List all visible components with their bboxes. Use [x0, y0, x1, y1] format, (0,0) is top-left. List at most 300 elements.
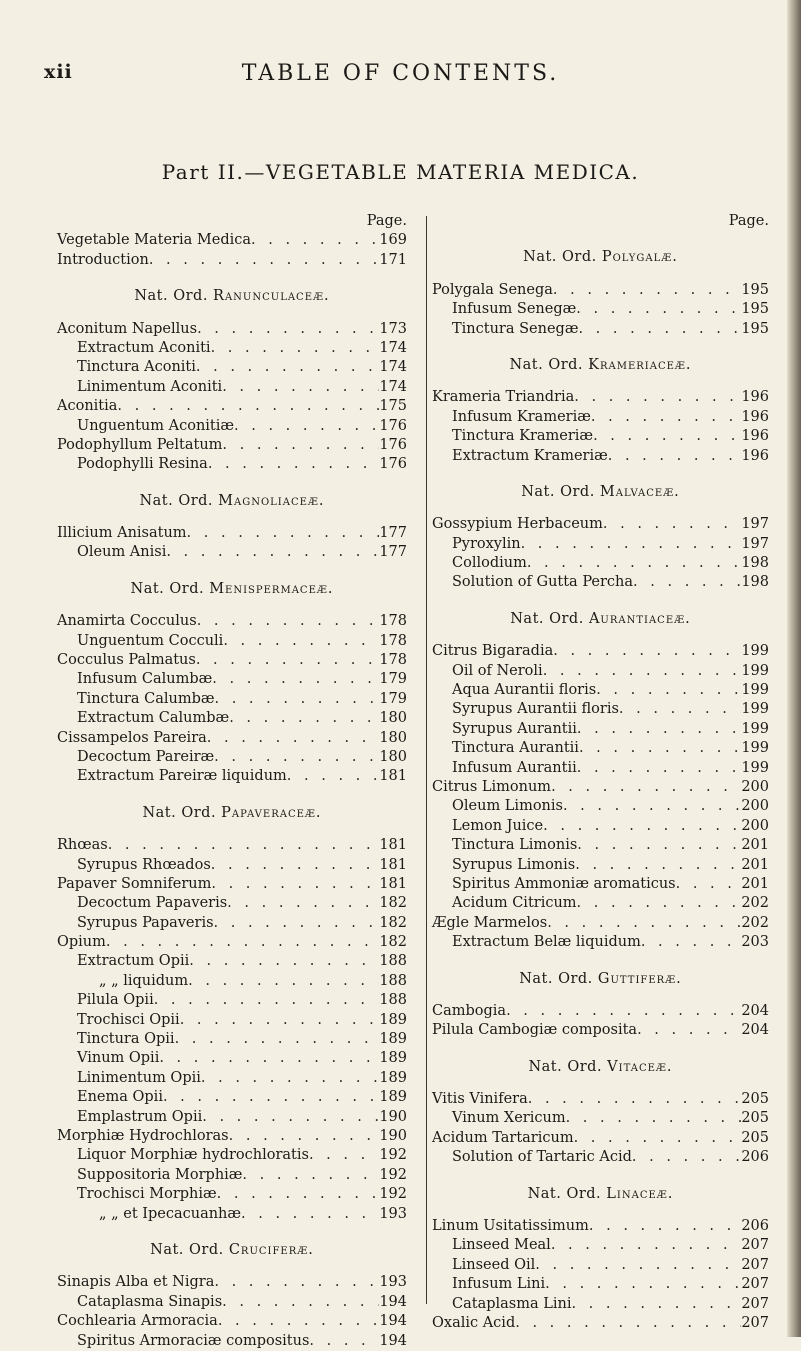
entry-page-number: 202 [741, 895, 769, 912]
dot-leader [227, 894, 379, 913]
entry-label: Infusum Aurantii [452, 759, 577, 776]
dot-leader [211, 875, 379, 894]
toc-entry [57, 1108, 407, 1127]
entry-label: Solution of Tartaric Acid [452, 1149, 632, 1166]
toc-entry [57, 320, 407, 339]
dot-leader [633, 573, 741, 592]
toc-entry [57, 1166, 407, 1185]
entry-page-number: 192 [379, 1147, 407, 1164]
toc-entry [57, 339, 407, 358]
section-heading [57, 804, 407, 823]
left-column [57, 212, 407, 1351]
toc-entry [57, 543, 407, 562]
page-edge [787, 0, 801, 1337]
entry-label: Enema Opii [77, 1089, 163, 1106]
dot-leader [166, 543, 379, 562]
dot-leader [251, 231, 379, 250]
section-prefix: Nat. Ord. [139, 492, 214, 509]
dot-leader [608, 447, 741, 466]
toc-entry [432, 515, 769, 534]
entry-label: Polygala Senega [432, 281, 553, 298]
entry-page-number: 182 [379, 934, 407, 951]
entry-label: Liquor Morphiæ hydrochloratis [77, 1147, 309, 1164]
toc-entry [57, 524, 407, 543]
entry-label: Spiritus Ammoniæ aromaticus [452, 875, 676, 892]
entry-page-number: 201 [741, 837, 769, 854]
entry-page-number: 179 [379, 671, 407, 688]
dot-leader [106, 933, 379, 952]
entry-label: Opium [57, 934, 106, 951]
dot-leader [527, 554, 741, 573]
toc-entry [432, 408, 769, 427]
dot-leader [676, 875, 741, 894]
entry-label: Unguentum Cocculi [77, 632, 224, 649]
entry-label: Syrupus Aurantii [452, 720, 577, 737]
entry-page-number: 177 [379, 544, 407, 561]
entry-page-number: 196 [741, 428, 769, 445]
entry-page-number: 178 [379, 652, 407, 669]
entry-page-number: 196 [741, 389, 769, 406]
entry-label: Lemon Juice [452, 817, 544, 834]
entry-label: Cambogia [432, 1002, 507, 1019]
entry-page-number: 193 [379, 1274, 407, 1291]
toc-entry [57, 1127, 407, 1146]
entry-label: Podophylli Resina [77, 456, 208, 473]
entry-label: Vinum Opii [77, 1050, 160, 1067]
toc-entry [57, 748, 407, 767]
toc-entry [57, 914, 407, 933]
dot-leader [188, 972, 379, 991]
entry-page-number: 196 [741, 408, 769, 425]
entry-page-number: 178 [379, 632, 407, 649]
entry-label: Collodium [452, 555, 527, 572]
toc-entry [57, 1146, 407, 1165]
entry-label: Tinctura Aurantii [452, 740, 579, 757]
entry-label: Pyroxylin [452, 535, 521, 552]
dot-leader [202, 1108, 379, 1127]
entry-label: Acidum Citricum [452, 895, 577, 912]
toc-entry [432, 681, 769, 700]
entry-page-number: 180 [379, 710, 407, 727]
entry-label: Cataplasma Lini [452, 1295, 572, 1312]
section-heading [57, 1241, 407, 1260]
entry-label: Tinctura Aconiti [77, 359, 196, 376]
section-prefix: Nat. Ord. [523, 249, 597, 266]
entry-page-number: 192 [379, 1186, 407, 1203]
section-name: Aurantiaceæ. [588, 610, 691, 627]
dot-leader [222, 436, 379, 455]
entry-page-number: 207 [741, 1295, 769, 1312]
toc-entry [432, 1002, 769, 1021]
entry-label: Extractum Pareiræ liquidum [77, 768, 287, 785]
dot-leader [196, 651, 379, 670]
entry-label: Suppositoria Morphiæ [77, 1166, 243, 1183]
toc-entry [57, 1185, 407, 1204]
column-divider [426, 216, 427, 1304]
entry-label: Oxalic Acid [432, 1314, 516, 1331]
entry-page-number: 180 [379, 729, 407, 746]
toc-entry [432, 1129, 769, 1148]
entry-page-number: 199 [741, 720, 769, 737]
toc-entry [57, 1088, 407, 1107]
toc-entry [57, 709, 407, 728]
entry-label: Trochisci Morphiæ [77, 1186, 217, 1203]
entry-page-number: 206 [741, 1218, 769, 1234]
entry-label: Solution of Gutta Percha [452, 574, 634, 591]
toc-entry [432, 797, 769, 816]
section-prefix: Nat. Ord. [519, 970, 593, 987]
toc-entry [57, 894, 407, 913]
entry-label: Ægle Marmelos [432, 914, 548, 931]
entry-label: Unguentum Aconitiæ [77, 417, 235, 434]
entry-page-number: 200 [741, 798, 769, 815]
entry-page-number: 180 [379, 748, 407, 765]
toc-entry [432, 836, 769, 855]
entry-page-number: 198 [741, 555, 769, 572]
toc-entry [57, 1273, 407, 1292]
section-name: Linaceæ. [606, 1185, 674, 1202]
dot-leader [619, 700, 741, 719]
dot-leader [211, 339, 379, 358]
entry-page-number: 197 [741, 516, 769, 533]
entry-label: Pilula Opii [77, 992, 154, 1009]
entry-label: Syrupus Limonis [452, 856, 576, 873]
entry-label: Decoctum Pareiræ [77, 748, 215, 765]
entry-label: Vitis Vinifera [432, 1091, 528, 1108]
entry-page-number: 173 [379, 320, 407, 337]
entry-page-number: 195 [741, 320, 769, 337]
toc-entry [57, 1049, 407, 1068]
entry-label: Vinum Xericum [452, 1110, 566, 1127]
toc-entry [57, 436, 407, 455]
entry-label: Krameria Triandria [432, 389, 575, 406]
entry-label: Papaver Somniferum [57, 875, 212, 892]
entry-page-number: 189 [379, 1050, 407, 1067]
toc-entry [432, 817, 769, 836]
dot-leader [108, 836, 379, 855]
dot-leader [241, 1205, 379, 1224]
entry-label: Linseed Oil [452, 1256, 536, 1273]
dot-leader [547, 914, 741, 933]
entry-page-number: 194 [379, 1332, 407, 1349]
section-prefix: Nat. Ord. [528, 1058, 603, 1075]
dot-leader [175, 1030, 379, 1049]
dot-leader [574, 388, 741, 407]
dot-leader [515, 1314, 741, 1333]
entry-label: Cataplasma Sinapis [77, 1293, 223, 1310]
entry-label: Illicium Anisatum [57, 525, 187, 542]
toc-entry [432, 573, 769, 592]
dot-leader [543, 817, 741, 836]
toc-entry [57, 455, 407, 474]
entry-label: Linimentum Opii [77, 1069, 201, 1086]
entry-page-number: 207 [741, 1237, 769, 1254]
dot-leader [214, 1273, 379, 1292]
dot-leader [589, 1217, 741, 1236]
toc-entry [57, 1011, 407, 1030]
entry-page-number: 179 [379, 690, 407, 707]
entry-label: Oil of Neroli [452, 662, 543, 679]
entry-page-number: 199 [741, 662, 769, 679]
section-heading [432, 970, 769, 989]
dot-leader [214, 748, 379, 767]
entry-page-number: 188 [379, 972, 407, 989]
dot-leader [149, 251, 379, 270]
entry-label: Syrupus Aurantii floris [452, 701, 619, 718]
entry-label: Vegetable Materia Medica [57, 232, 252, 249]
entry-page-number: 201 [741, 856, 769, 873]
dot-leader [189, 952, 379, 971]
toc-entry [432, 1275, 769, 1294]
toc-entry [432, 1236, 769, 1255]
dot-leader [579, 739, 741, 758]
dot-leader [201, 1069, 379, 1088]
section-prefix: Nat. Ord. [134, 288, 208, 305]
dot-leader [596, 681, 741, 700]
toc-entry [57, 397, 407, 416]
running-title: TABLE OF CONTENTS. [241, 61, 560, 86]
toc-entry [57, 358, 407, 377]
entry-label: Aconitia [57, 398, 118, 415]
toc-entry [57, 875, 407, 894]
dot-leader [242, 1166, 379, 1185]
entry-page-number: 204 [741, 1022, 769, 1039]
toc-entry [432, 856, 769, 875]
entry-page-number: 174 [379, 359, 407, 376]
entry-label: Introduction [57, 251, 149, 268]
dot-leader [571, 1295, 741, 1314]
toc-entry [432, 427, 769, 446]
toc-entry [57, 378, 407, 397]
toc-entry [432, 1256, 769, 1275]
dot-leader [563, 797, 741, 816]
entry-label: Tinctura Calumbæ [77, 690, 215, 707]
section-name: Guttiferæ. [597, 970, 682, 987]
section-heading [432, 483, 769, 502]
toc-entry [432, 720, 769, 739]
entry-page-number: 200 [741, 817, 769, 834]
toc-entry [432, 739, 769, 758]
dot-leader [163, 1088, 379, 1107]
part-title: Part II.—VEGETABLE MATERIA MEDICA. [161, 160, 640, 184]
dot-leader [197, 612, 379, 631]
section-heading [57, 287, 407, 306]
dot-leader [196, 358, 379, 377]
toc-entry [57, 953, 407, 972]
toc-entry [57, 933, 407, 952]
entry-page-number: 176 [379, 436, 407, 453]
toc-entry [57, 991, 407, 1010]
dot-leader [553, 281, 741, 300]
dot-leader [577, 759, 741, 778]
entry-label: Trochisci Opii [77, 1011, 180, 1028]
section-heading [57, 580, 407, 599]
toc-entry [57, 729, 407, 748]
dot-leader [214, 914, 379, 933]
entry-label: Linum Usitatissimum [432, 1218, 589, 1234]
toc-entry [432, 642, 769, 661]
entry-label: Decoctum Papaveris [77, 895, 228, 912]
entry-label: Extractum Krameriæ [452, 447, 608, 464]
dot-leader [222, 378, 379, 397]
toc-entry [432, 662, 769, 681]
entry-page-number: 199 [741, 740, 769, 757]
entry-label: Sinapis Alba et Nigra [57, 1274, 215, 1291]
section-heading [432, 248, 769, 267]
toc-entry [57, 670, 407, 689]
toc-entry [432, 778, 769, 797]
section-heading [57, 492, 407, 511]
entry-page-number: 195 [741, 301, 769, 318]
entry-page-number: 206 [741, 1149, 769, 1166]
entry-page-number: 188 [379, 992, 407, 1009]
dot-leader [577, 836, 741, 855]
entry-page-number: 181 [379, 875, 407, 892]
entry-label: Cocculus Palmatus [57, 652, 196, 669]
section-name: Ranunculaceæ. [213, 288, 330, 305]
entry-page-number: 176 [379, 417, 407, 434]
dot-leader [229, 709, 379, 728]
entry-label: Extractum Opii [77, 953, 190, 970]
entry-label: Citrus Bigaradia [432, 643, 554, 660]
section-prefix: Nat. Ord. [521, 483, 595, 500]
dot-leader [591, 408, 741, 427]
entry-label: Infusum Krameriæ [452, 408, 591, 425]
entry-page-number: 199 [741, 643, 769, 660]
entry-page-number: 205 [741, 1129, 769, 1146]
entry-label: Infusum Senegæ [452, 301, 577, 318]
section-name: Papaveraceæ. [221, 804, 322, 821]
entry-page-number: 207 [741, 1256, 769, 1273]
entry-page-number: 192 [379, 1166, 407, 1183]
entry-label: Extractum Aconiti [77, 339, 211, 356]
entry-page-number: 189 [379, 1011, 407, 1028]
entry-label: Cissampelos Pareira [57, 729, 207, 746]
entry-label: Anamirta Cocculus [57, 613, 197, 630]
entry-page-number: 196 [741, 447, 769, 464]
toc-entry [57, 856, 407, 875]
toc-entry [432, 281, 769, 300]
dot-leader [187, 524, 379, 543]
entry-label: Tinctura Senegæ [452, 320, 579, 337]
toc-entry [432, 1314, 769, 1333]
toc-entry [57, 1332, 407, 1351]
section-heading [432, 356, 769, 375]
toc-entry [57, 231, 407, 250]
entry-page-number: 182 [379, 895, 407, 912]
entry-page-number: 190 [379, 1108, 407, 1125]
entry-page-number: 181 [379, 768, 407, 785]
entry-page-number: 175 [379, 398, 407, 415]
entry-label: Emplastrum Opii [77, 1108, 203, 1125]
entry-label: Citrus Limonum [432, 778, 552, 795]
entry-label: Podophyllum Peltatum [57, 436, 223, 453]
entry-page-number: 200 [741, 778, 769, 795]
entry-page-number: 201 [741, 875, 769, 892]
entry-page-number: 194 [379, 1313, 407, 1330]
entry-label: Aqua Aurantii floris [452, 682, 597, 699]
toc-entry [57, 972, 407, 991]
entry-page-number: 171 [379, 251, 407, 268]
entry-page-number: 189 [379, 1069, 407, 1086]
dot-leader [212, 670, 379, 689]
entry-page-number: 199 [741, 701, 769, 718]
page-number: xii [44, 61, 73, 83]
left-entries [57, 231, 407, 1351]
entry-page-number: 194 [379, 1293, 407, 1310]
dot-leader [603, 515, 741, 534]
entry-page-number: 199 [741, 682, 769, 699]
entry-label: Extractum Calumbæ [77, 710, 230, 727]
entry-label: Morphiæ Hydrochloras [57, 1128, 229, 1144]
entry-page-number: 202 [741, 914, 769, 931]
dot-leader [641, 933, 741, 952]
entry-label: Gossypium Herbaceum [432, 516, 603, 533]
dot-leader [215, 690, 380, 709]
entry-label: Rhœas [57, 837, 108, 854]
toc-entry [432, 447, 769, 466]
section-prefix: Nat. Ord. [150, 1241, 224, 1258]
dot-leader [521, 535, 741, 554]
toc-entry [57, 690, 407, 709]
section-prefix: Nat. Ord. [142, 804, 217, 821]
entry-label: Oleum Anisi [77, 544, 167, 561]
toc-entry [432, 894, 769, 913]
dot-leader [528, 1090, 741, 1109]
entry-page-number: 205 [741, 1110, 769, 1127]
entry-label: Tinctura Krameriæ [452, 428, 594, 445]
entry-page-number: 190 [379, 1128, 407, 1144]
dot-leader [545, 1275, 741, 1294]
dot-leader [222, 1293, 379, 1312]
entry-label: Linseed Meal [452, 1237, 551, 1254]
entry-page-number: 199 [741, 759, 769, 776]
page-column-label: Page. [728, 213, 769, 229]
dot-leader [551, 778, 741, 797]
dot-leader [117, 397, 379, 416]
dot-leader [637, 1021, 741, 1040]
toc-entry [432, 388, 769, 407]
toc-entry [57, 1069, 407, 1088]
toc-entry [432, 1109, 769, 1128]
entry-page-number: 182 [379, 914, 407, 931]
toc-entry [57, 612, 407, 631]
dot-leader [218, 1312, 379, 1331]
entry-label: Aconitum Napellus [57, 320, 198, 337]
dot-leader [578, 320, 741, 339]
dot-leader [632, 1148, 741, 1167]
toc-entry [432, 1090, 769, 1109]
dot-leader [234, 417, 379, 436]
page-column-label: Page. [366, 213, 407, 229]
entry-label: Infusum Lini [452, 1276, 546, 1293]
entry-page-number: 207 [741, 1276, 769, 1293]
section-heading [432, 610, 769, 629]
toc-entry [57, 1293, 407, 1312]
toc-entry [432, 1217, 769, 1236]
section-prefix: Nat. Ord. [130, 580, 205, 597]
toc-entry [57, 1205, 407, 1224]
toc-entry [57, 632, 407, 651]
dot-leader [553, 642, 741, 661]
right-entries [432, 248, 769, 1333]
dot-leader [577, 720, 741, 739]
entry-page-number: 207 [741, 1314, 769, 1331]
dot-leader [159, 1049, 379, 1068]
entry-page-number: 174 [379, 378, 407, 395]
section-name: Krameriaceæ. [588, 356, 692, 373]
toc-entry [432, 554, 769, 573]
